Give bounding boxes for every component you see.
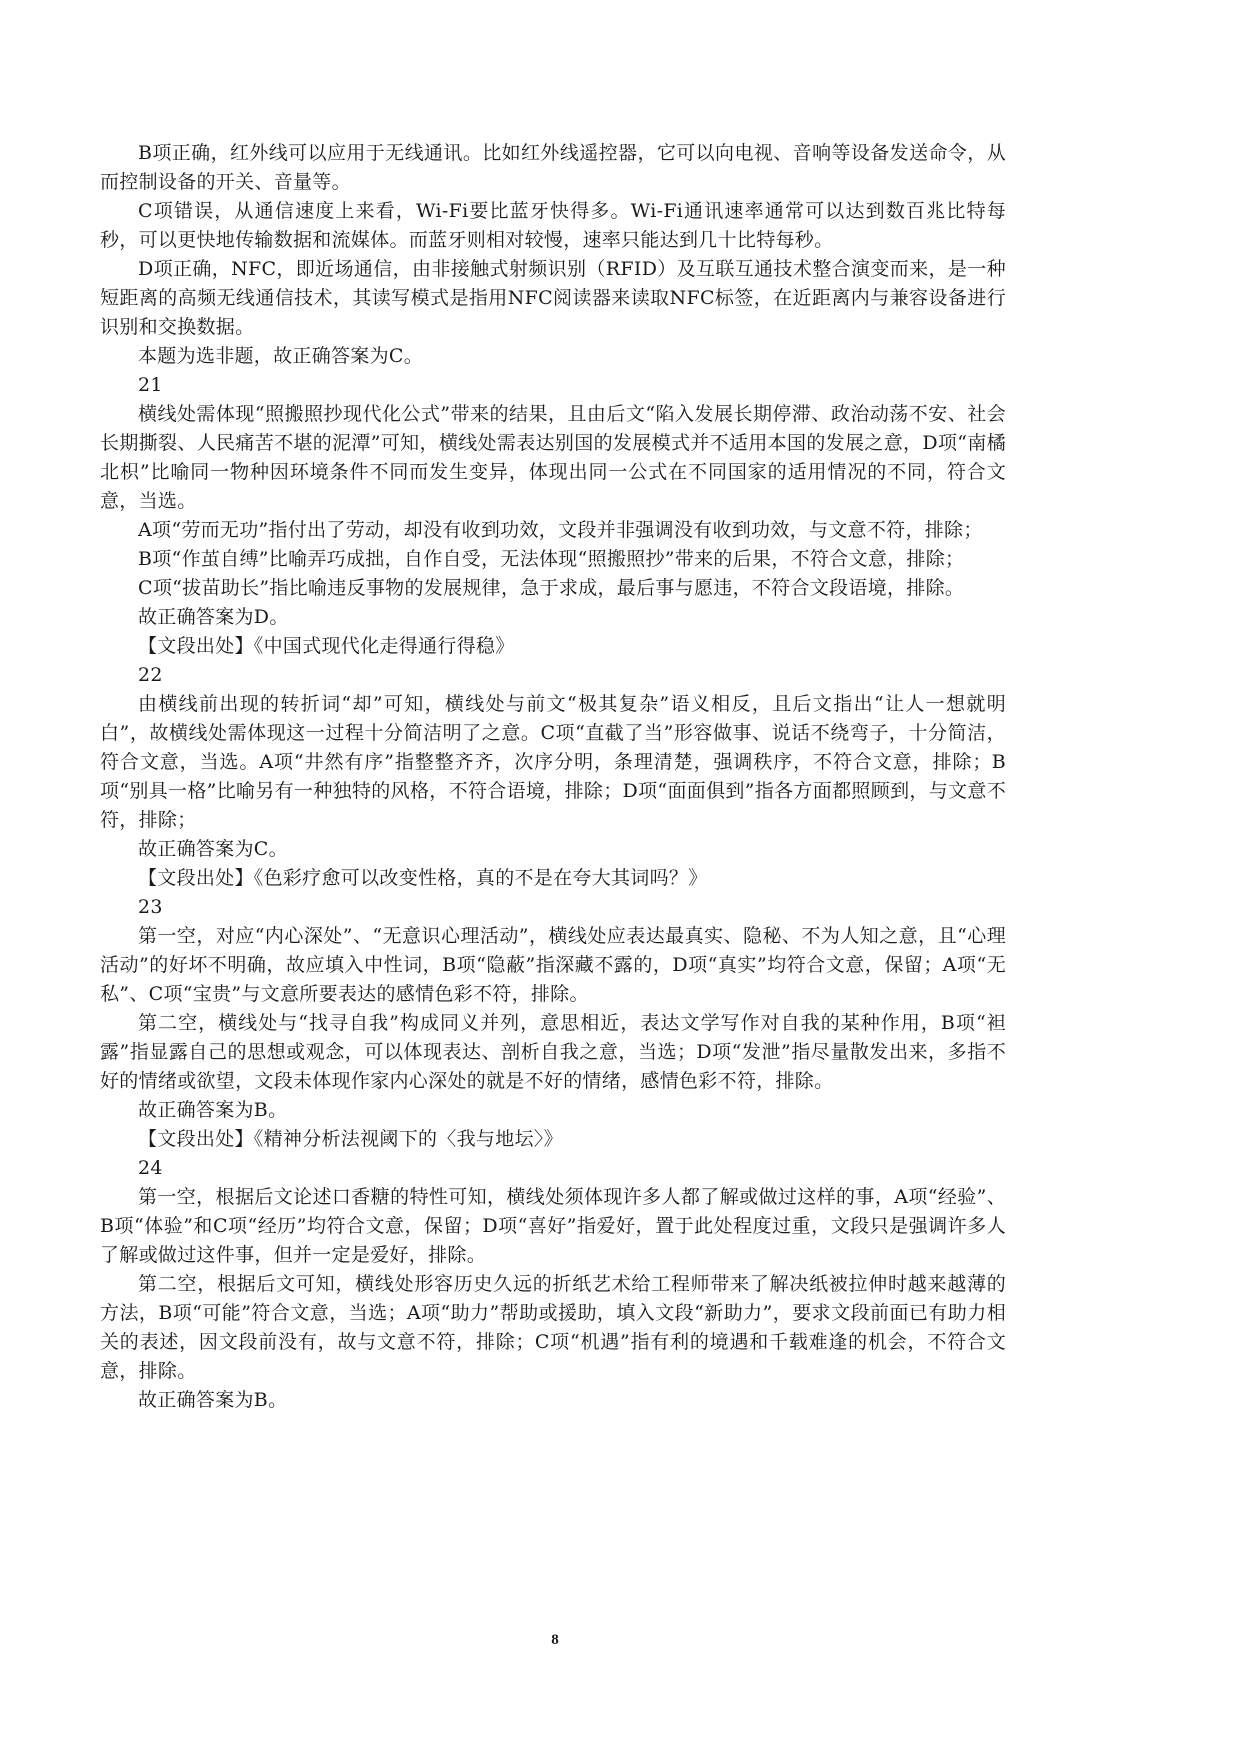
paragraph: 横线处需体现“照搬照抄现代化公式”带来的结果，且由后文“陷入发展长期停滞、政治动荡不安、社会长期撕裂、人民痛苦不堪的泥潭”可知，横线处需表达别国的发展模式并不适用本国的发展之意，D项“南橘北枳”比喻同一物种因环境条件不同而发生变异，体现出同一公式在不同国家的适用情况的不同，符合文意，当选。 xyxy=(100,403,1006,512)
paragraph: 本题为选非题，故正确答案为C。 xyxy=(138,345,424,367)
paragraph: 【文段出处】《精神分析法视阈下的〈我与地坛〉》 xyxy=(138,1128,563,1150)
document-body xyxy=(100,139,1006,1415)
paragraph: D项正确，NFC，即近场通信，由非接触式射频识别（RFID）及互联互通技术整合演变而来，是一种短距离的高频无线通信技术，其读写模式是指用NFC阅读器来读取NFC标签，在近距离内与兼容设备进行识别和交换数据。 xyxy=(100,258,1006,338)
paragraph: 第二空，根据后文可知，横线处形容历史久远的折纸艺术给工程师带来了解决纸被拉伸时越来越薄的方法，B项“可能”符合文意，当选；A项“助力”帮助或援助，填入文段“新助力”，要求文段前面已有助力相关的表述，因文段前没有，故与文意不符，排除；C项“机遇”指有利的境遇和千载难逢的机会，不符合文意，排除。 xyxy=(100,1273,1006,1382)
paragraph: 23 xyxy=(138,896,163,918)
paragraph: 【文段出处】《色彩疗愈可以改变性格，真的不是在夸大其词吗？》 xyxy=(138,867,708,889)
paragraph: 21 xyxy=(138,374,163,396)
paragraph: 【文段出处】《中国式现代化走得通行得稳》 xyxy=(138,635,515,657)
paragraph: C项“拔苗助长”指比喻违反事物的发展规律，急于求成，最后事与愿违，不符合文段语境，排除。 xyxy=(138,577,965,599)
paragraph: A项“劳而无功”指付出了劳动，却没有收到功效，文段并非强调没有收到功效，与文意不符，排除； xyxy=(138,519,983,541)
paragraph: C项错误，从通信速度上来看，Wi-Fi要比蓝牙快得多。Wi-Fi通讯速率通常可以达到数百兆比特每秒，可以更快地传输数据和流媒体。而蓝牙则相对较慢，速率只能达到几十比特每秒。 xyxy=(100,200,1006,251)
paragraph: 第一空，对应“内心深处”、“无意识心理活动”，横线处应表达最真实、隐秘、不为人知之意，且“心理活动”的好坏不明确，故应填入中性词，B项“隐蔽”指深藏不露的，D项“真实”均符合文意，保留；A项“无私”、C项“宝贵”与文意所要表达的感情色彩不符，排除。 xyxy=(100,925,1006,1005)
paragraph: 22 xyxy=(138,664,163,686)
paragraph: 第二空，横线处与“找寻自我”构成同义并列，意思相近，表达文学写作对自我的某种作用，B项“袒露”指显露自己的思想或观念，可以体现表达、剖析自我之意，当选；D项“发泄”指尽量散发出来，多指不好的情绪或欲望，文段未体现作家内心深处的就是不好的情绪，感情色彩不符，排除。 xyxy=(100,1012,1006,1092)
paragraph: 第一空，根据后文论述口香糖的特性可知，横线处须体现许多人都了解或做过这样的事，A项“经验”、B项“体验”和C项“经历”均符合文意，保留；D项“喜好”指爱好，置于此处程度过重，文段只是强调许多人了解或做过这件事，但并一定是爱好，排除。 xyxy=(100,1186,1006,1266)
paragraph: 故正确答案为B。 xyxy=(138,1389,288,1411)
paragraph: 24 xyxy=(138,1157,163,1179)
paragraph: 故正确答案为D。 xyxy=(138,606,289,628)
paragraph: B项“作茧自缚”比喻弄巧成拙，自作自受，无法体现“照搬照抄”带来的后果，不符合文意，排除； xyxy=(138,548,965,570)
paragraph: 由横线前出现的转折词“却”可知，横线处与前文“极其复杂”语义相反，且后文指出“让人一想就明白”，故横线处需体现这一过程十分简洁明了之意。C项“直截了当”形容做事、说话不绕弯子，十分简洁，符合文意，当选。A项“井然有序”指整整齐齐，次序分明，条理清楚，强调秩序，不符合文意，排除；B项“别具一格”比喻另有一种独特的风格，不符合语境，排除；D项“面面俱到”指各方面都照顾到，与文意不符，排除； xyxy=(100,693,1006,831)
page-number: 8 xyxy=(551,1632,559,1648)
paragraph: 故正确答案为C。 xyxy=(138,838,288,860)
paragraph: 故正确答案为B。 xyxy=(138,1099,288,1121)
paragraph: B项正确，红外线可以应用于无线通讯。比如红外线遥控器，它可以向电视、音响等设备发送命令，从而控制设备的开关、音量等。 xyxy=(100,142,1006,193)
